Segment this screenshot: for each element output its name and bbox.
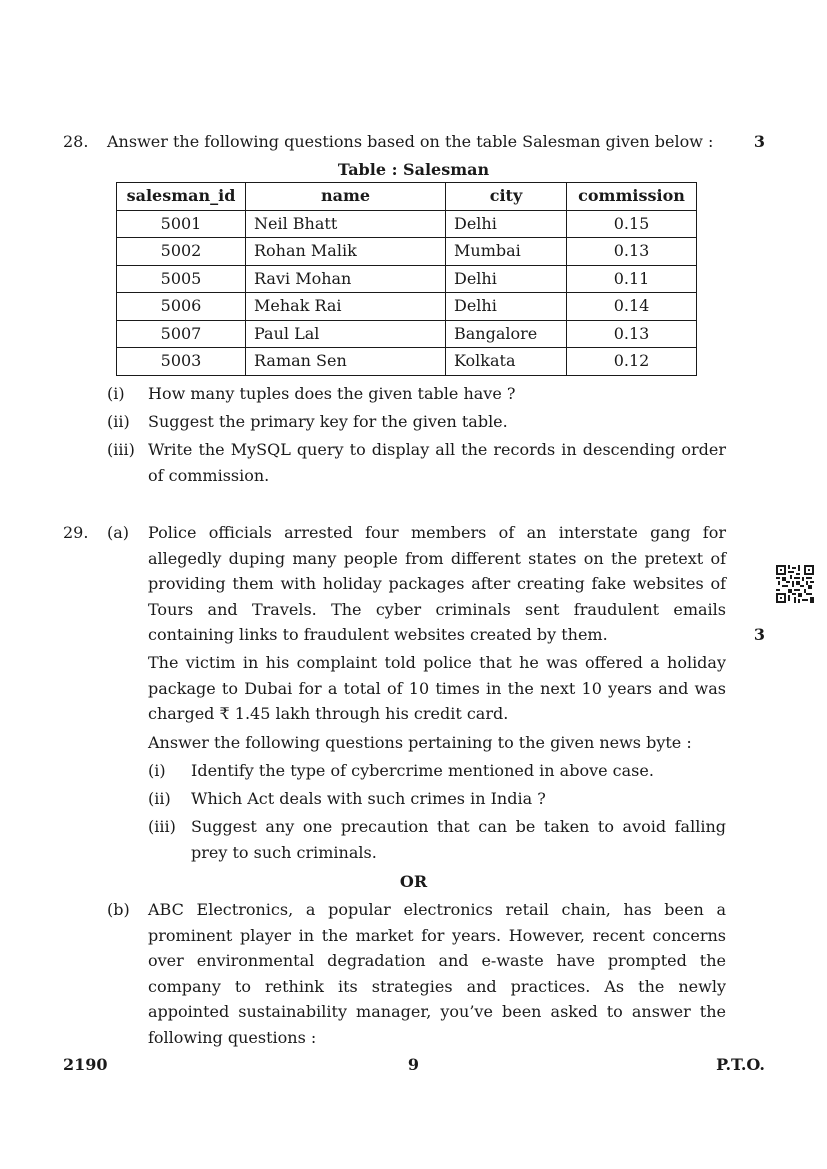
table-row xyxy=(117,348,697,376)
table-cell: Delhi xyxy=(446,210,567,238)
table-cell: Paul Lal xyxy=(246,320,446,348)
part-text: Write the MySQL query to display all the records in descending order of commission. xyxy=(148,440,726,485)
table-cell: Delhi xyxy=(446,293,567,321)
table-cell: 0.13 xyxy=(567,238,697,266)
table-row xyxy=(117,265,697,293)
section-b-text: ABC Electronics, a popular electronics retail chain, has been a prominent player in the market for years. However, recent concerns over environmental degradation and e-waste have prompted the company to rethink its strategies and practices. As the newly appointed sustainability manager, you’ve been asked to answer the following questions : xyxy=(148,900,726,1047)
question-28-text: Answer the following questions based on the table Salesman given below : xyxy=(107,132,714,151)
paper-code: 2190 xyxy=(63,1055,108,1074)
qr-code-icon xyxy=(776,565,814,603)
table-cell: 5007 xyxy=(117,320,246,348)
table-cell: 5005 xyxy=(117,265,246,293)
table-cell: Ravi Mohan xyxy=(246,265,446,293)
part-text: Identify the type of cybercrime mentioned in above case. xyxy=(191,761,654,780)
table-cell: Rohan Malik xyxy=(246,238,446,266)
column-header: name xyxy=(246,183,446,211)
page-number: 9 xyxy=(407,1055,420,1074)
part-label: (ii) xyxy=(148,789,171,808)
table-cell: 5006 xyxy=(117,293,246,321)
section-a-paragraph-1: Police officials arrested four members of an interstate gang for allegedly duping many people from different states on the pretext of providing them with holiday packages after creating fake websites of Tours and Travels. The cyber criminals sent fraudulent emails containing links to fraudulent websites created by them. xyxy=(148,523,726,645)
table-cell: 0.15 xyxy=(567,210,697,238)
table-row xyxy=(117,320,697,348)
table-cell: Kolkata xyxy=(446,348,567,376)
section-a-paragraph-2: The victim in his complaint told police that he was offered a holiday package to Dubai for a total of 10 times in the next 10 years and was charged ₹ 1.45 lakh through his credit card. xyxy=(148,653,726,724)
part-text: How many tuples does the given table have ? xyxy=(148,384,516,403)
table-cell: 5002 xyxy=(117,238,246,266)
table-cell: 0.14 xyxy=(567,293,697,321)
section-b-label: (b) xyxy=(107,900,130,919)
table-cell: Delhi xyxy=(446,265,567,293)
part-label: (iii) xyxy=(107,440,135,459)
table-cell: Mehak Rai xyxy=(246,293,446,321)
part-text: Suggest any one precaution that can be taken to avoid falling prey to such criminals. xyxy=(191,817,726,862)
table-header-row xyxy=(117,183,697,211)
table-cell: 0.12 xyxy=(567,348,697,376)
table-cell: 5001 xyxy=(117,210,246,238)
table-cell: 0.13 xyxy=(567,320,697,348)
section-a-label: (a) xyxy=(107,523,130,542)
or-separator: OR xyxy=(399,872,428,891)
table-cell: 0.11 xyxy=(567,265,697,293)
column-header: commission xyxy=(567,183,697,211)
table-cell: Raman Sen xyxy=(246,348,446,376)
salesman-table xyxy=(116,182,697,376)
column-header: salesman_id xyxy=(117,183,246,211)
question-29-marks: 3 xyxy=(753,625,765,644)
part-label: (ii) xyxy=(107,412,130,431)
part-text: Which Act deals with such crimes in India ? xyxy=(191,789,546,808)
part-label: (i) xyxy=(148,761,166,780)
question-29-number: 29. xyxy=(63,523,89,542)
section-a-paragraph-3: Answer the following questions pertaining to the given news byte : xyxy=(148,733,692,752)
table-row xyxy=(117,293,697,321)
table-row xyxy=(117,238,697,266)
column-header: city xyxy=(446,183,567,211)
pto-label: P.T.O. xyxy=(716,1055,765,1074)
table-cell: Bangalore xyxy=(446,320,567,348)
table-cell: Mumbai xyxy=(446,238,567,266)
table-cell: 5003 xyxy=(117,348,246,376)
table-cell: Neil Bhatt xyxy=(246,210,446,238)
question-28-marks: 3 xyxy=(753,132,765,151)
part-text: Suggest the primary key for the given table. xyxy=(148,412,508,431)
table-caption: Table : Salesman xyxy=(337,160,490,179)
part-label: (i) xyxy=(107,384,125,403)
table-row xyxy=(117,210,697,238)
question-28-number: 28. xyxy=(63,132,89,151)
part-label: (iii) xyxy=(148,817,176,836)
